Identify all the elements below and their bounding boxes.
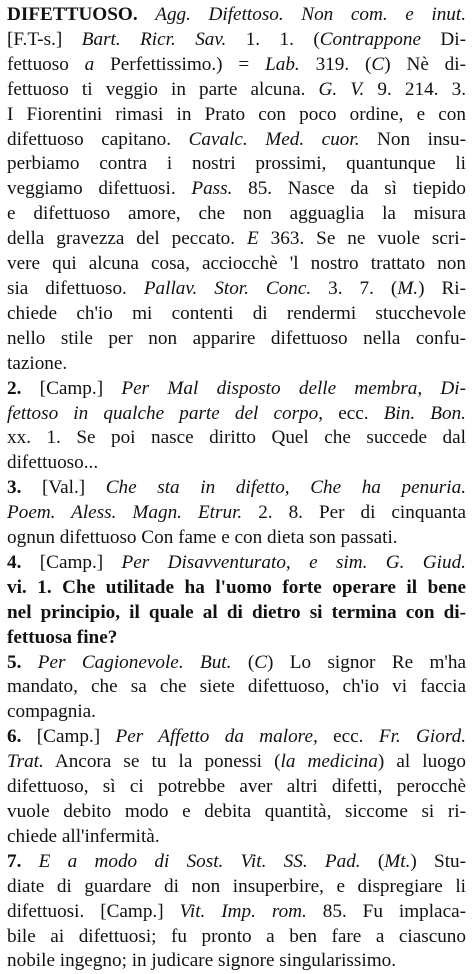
text-run: Per Cagionevole. But. bbox=[37, 651, 232, 673]
text-run: tazione. bbox=[7, 352, 68, 374]
text-line bbox=[7, 925, 466, 950]
entry-paragraph bbox=[7, 476, 466, 551]
text-line bbox=[7, 352, 466, 377]
text-run: difettuoso capitano. bbox=[7, 128, 189, 150]
text-line bbox=[7, 152, 466, 177]
text-line bbox=[7, 252, 466, 277]
text-run: Bart. Ricr. Sav. bbox=[81, 28, 227, 50]
text-line bbox=[7, 103, 466, 128]
text-line bbox=[7, 28, 466, 53]
text-run: M. bbox=[397, 277, 419, 299]
text-run: E a modo di Sost. Vit. SS. Pad. bbox=[38, 850, 361, 872]
text-run: Per Mal disposto delle membra, Di- bbox=[121, 377, 466, 399]
text-line bbox=[7, 302, 466, 327]
text-run: Cavalc. Med. cuor. bbox=[188, 128, 360, 150]
text-run: DIFETTUOSO. bbox=[7, 4, 138, 25]
text-run: ( bbox=[360, 850, 385, 872]
text-run: ) al luogo bbox=[377, 751, 466, 773]
text-run: Agg. Difettoso. Non com. e inut. bbox=[155, 4, 467, 25]
text-run: [F.T-s.] bbox=[7, 28, 82, 50]
text-line bbox=[7, 900, 466, 925]
text-line bbox=[7, 750, 466, 775]
text-run: [Val.] bbox=[21, 477, 106, 499]
entry-paragraph bbox=[7, 725, 466, 850]
text-line bbox=[7, 576, 466, 601]
text-run: diate di guardare di non insuperbire, e dispregiare li bbox=[7, 875, 466, 897]
text-line bbox=[7, 476, 466, 501]
text-line bbox=[7, 501, 466, 526]
text-run: 9. 214. 3. bbox=[364, 78, 466, 100]
text-line bbox=[7, 426, 466, 451]
text-line bbox=[7, 402, 466, 427]
text-run: a bbox=[84, 53, 95, 75]
text-run: Per Affetto da malore, bbox=[115, 726, 318, 748]
text-run: ( bbox=[231, 651, 255, 673]
text-run bbox=[21, 851, 38, 872]
text-run: 3. 7. ( bbox=[311, 277, 398, 299]
text-run: 7. bbox=[7, 850, 22, 872]
text-run: nel principio, il quale al di dietro si termina con di- bbox=[7, 601, 466, 623]
text-run: perbiamo contra i nostri prossimi, quantunque li bbox=[7, 153, 466, 175]
text-run: [Camp.] bbox=[21, 377, 122, 399]
text-run: Trat. bbox=[7, 751, 44, 773]
text-run: compagnia. bbox=[7, 701, 96, 723]
text-run: nello stile per non apparire difettuoso nella confu- bbox=[7, 327, 466, 349]
text-line bbox=[7, 202, 466, 227]
text-run: 4. bbox=[7, 551, 22, 573]
text-line bbox=[7, 800, 466, 825]
text-run: veggiamo difettuosi. bbox=[7, 178, 192, 200]
text-run: difettuoso... bbox=[7, 452, 99, 474]
text-run: Vit. Imp. rom. bbox=[179, 900, 307, 922]
text-run: 319. ( bbox=[299, 53, 372, 75]
text-run: ) Stu- bbox=[410, 850, 467, 872]
text-line bbox=[7, 651, 466, 676]
text-line bbox=[7, 327, 466, 352]
text-line bbox=[7, 526, 466, 551]
text-run: Mt. bbox=[384, 850, 411, 872]
text-line bbox=[7, 551, 466, 576]
text-run: nobile ingegno; in judicare signore singularissimo. bbox=[7, 950, 397, 972]
text-line bbox=[7, 601, 466, 626]
text-run: 1. 1. ( bbox=[226, 28, 320, 50]
text-line bbox=[7, 700, 466, 725]
text-line bbox=[7, 227, 466, 252]
text-run: Di- bbox=[421, 28, 466, 50]
text-run: 5. bbox=[7, 651, 22, 673]
text-line bbox=[7, 725, 466, 750]
text-run: chiede ch'io mi contenti di rendermi stucchevole bbox=[7, 302, 466, 324]
text-run: fettuoso bbox=[7, 53, 85, 75]
text-run: 2. 8. Per di cinquanta bbox=[242, 502, 466, 524]
text-run: bile ai difettuosi; fu pronto a ben fare a ciascuno bbox=[7, 925, 466, 947]
entry-paragraph bbox=[7, 3, 466, 377]
text-run: vuole debito modo e debita quantità, siccome si ri- bbox=[7, 801, 466, 822]
text-run: Ancora se tu la ponessi ( bbox=[43, 751, 281, 773]
entry-paragraph bbox=[7, 651, 466, 726]
text-run: [Camp.] bbox=[21, 551, 122, 573]
text-run: Che sta in difetto, Che ha penuria. bbox=[105, 477, 466, 499]
text-run: Bin. Bon. bbox=[383, 402, 466, 424]
entry-paragraph bbox=[7, 850, 466, 974]
text-run: 2. bbox=[7, 377, 22, 399]
text-line bbox=[7, 451, 466, 476]
text-run bbox=[21, 652, 37, 673]
text-run: sia difettuoso. bbox=[7, 277, 144, 299]
text-run: 85. Nasce da sì tiepido bbox=[232, 178, 466, 200]
text-run: E bbox=[247, 228, 259, 250]
text-run: Perfettissimo.) = bbox=[94, 53, 266, 75]
text-run: Per Disavventurato, e sim. G. Giud. bbox=[121, 551, 466, 573]
text-run: ) Ri- bbox=[418, 277, 466, 299]
text-run: ) Lo signor Re m'ha bbox=[267, 651, 466, 673]
text-run: xx. 1. Se poi nasce diritto Quel che succede dal bbox=[7, 427, 466, 449]
text-line bbox=[7, 277, 466, 302]
text-run: difettuoso, sì ci potrebbe aver altri difetti, perocchè bbox=[7, 776, 466, 798]
entry-paragraph bbox=[7, 377, 466, 477]
text-run: 85. Fu implaca- bbox=[306, 900, 466, 922]
text-line bbox=[7, 775, 466, 800]
text-line bbox=[7, 177, 466, 202]
text-run: Pallav. Stor. Conc. bbox=[143, 277, 312, 299]
entry-paragraph bbox=[7, 551, 466, 651]
text-run: 3. bbox=[7, 477, 22, 499]
text-run: della gravezza del peccato. bbox=[7, 228, 247, 250]
text-run: Lab. bbox=[265, 53, 300, 75]
text-run bbox=[138, 4, 156, 25]
text-run: ecc. bbox=[317, 726, 379, 748]
text-run: 363. Se ne vuole scri- bbox=[258, 228, 466, 250]
text-run: Fr. Giord. bbox=[378, 726, 466, 748]
text-line bbox=[7, 825, 466, 850]
text-run: e difettuoso amore, che non agguaglia la misura bbox=[7, 203, 466, 225]
text-run: C bbox=[254, 651, 268, 673]
text-run: vi. 1. Che utilitade ha l'uomo forte operare il bene bbox=[7, 576, 466, 598]
text-line bbox=[7, 78, 466, 103]
text-run: ecc. bbox=[323, 402, 384, 424]
text-run: ognun difettuoso Con fame e con dieta son passati. bbox=[7, 527, 398, 549]
text-run: Non insu- bbox=[359, 128, 467, 150]
text-run: chiede all'infermità. bbox=[7, 825, 160, 847]
text-line bbox=[7, 3, 466, 28]
text-run: Poem. Aless. Magn. Etrur. bbox=[7, 502, 243, 524]
text-run: 6. bbox=[7, 726, 22, 748]
text-line bbox=[7, 128, 466, 153]
text-line bbox=[7, 377, 466, 402]
text-run: C bbox=[371, 53, 385, 75]
text-run: ) Nè di- bbox=[384, 53, 466, 75]
text-run: Pass. bbox=[191, 178, 233, 200]
text-run: [Camp.] bbox=[21, 726, 116, 748]
text-run: fettuoso ti veggio in parte alcuna. bbox=[7, 78, 319, 100]
text-line bbox=[7, 875, 466, 900]
text-run: fettuosa fine? bbox=[7, 626, 118, 648]
text-run: G. V. bbox=[318, 78, 365, 100]
text-run: I Fiorentini rimasi in Prato con poco ordine, e con bbox=[7, 103, 466, 125]
text-line bbox=[7, 949, 466, 974]
text-run: fettoso in qualche parte del corpo, bbox=[7, 402, 324, 424]
text-run: Contrappone bbox=[319, 28, 421, 50]
text-run: difettuosi. [Camp.] bbox=[7, 900, 180, 922]
text-line bbox=[7, 850, 466, 875]
text-line bbox=[7, 626, 466, 651]
text-run: la medicina bbox=[280, 751, 378, 773]
text-run: vere qui alcuna cosa, acciocchè 'l nostro trattato non bbox=[7, 253, 466, 275]
text-line bbox=[7, 53, 466, 78]
text-line bbox=[7, 675, 466, 700]
text-run: mandato, che sa che siete difettuoso, ch'io vi faccia bbox=[7, 676, 466, 698]
